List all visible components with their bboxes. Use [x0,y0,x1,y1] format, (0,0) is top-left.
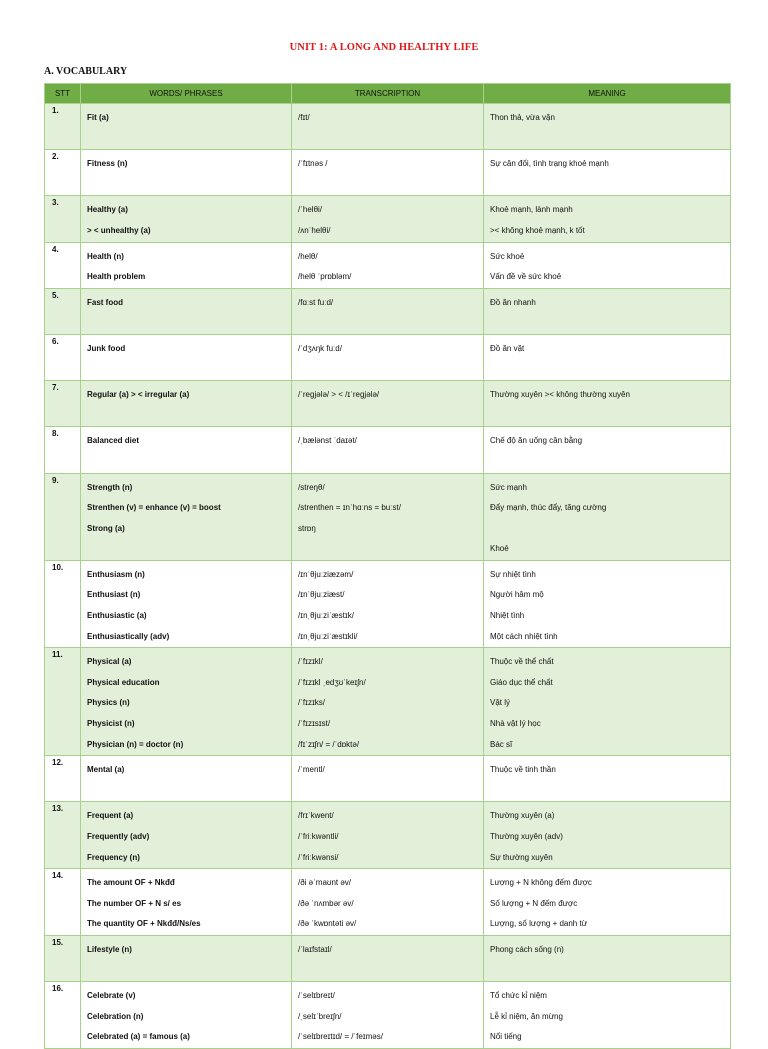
transcription-text: /ði əˈmaʊnt əv/ [298,878,352,888]
meaning-text: Người hâm mộ [490,590,544,600]
transcription-cell [292,288,484,334]
word-text: Celebrated (a) = famous (a) [87,1032,190,1042]
meaning-text: Sự nhiệt tình [490,569,536,579]
meaning-text: Khoẻ [490,544,509,554]
transcription-text: /ˈlaɪfstaɪl/ [298,944,332,954]
meaning-text: Khoẻ mạnh, lành mạnh [490,205,573,215]
word-cell [81,427,292,473]
transcription-cell [292,756,484,802]
transcription-cell [292,242,484,288]
word-text: Fitness (n) [87,159,128,169]
row-number: 8. [45,427,81,473]
meaning-text [490,781,730,802]
transcription-text: /ʌnˈhelθi/ [298,225,331,235]
table-row [45,982,731,1049]
word-text: Fit (a) [87,113,109,122]
table-row [45,648,731,756]
transcription-cell [292,381,484,427]
word-cell [81,802,292,869]
word-text: Enthusiast (n) [87,590,141,600]
meaning-text: >< không khoẻ mạnh, k tốt [490,225,585,235]
row-number: 9. [45,473,81,560]
transcription-text: /ˈselɪbreɪtɪd/ = /ˈfeɪməs/ [298,1032,383,1042]
transcription-text: /ˈmentl/ [298,765,325,775]
word-cell [81,756,292,802]
meaning-cell [484,473,731,560]
word-text: Strength (n) [87,482,133,492]
transcription-text: /ˈdʒʌŋk fuːd/ [298,343,342,353]
word-text: Physics (n) [87,698,130,708]
transcription-text: strɒŋ [298,523,316,533]
meaning-cell [484,150,731,196]
row-number: 16. [45,982,81,1049]
transcription-text: /ðə ˈkwɒntəti əv/ [298,919,357,929]
meaning-text [490,519,730,540]
word-text: Celebrate (v) [87,991,136,1001]
word-text [87,175,291,196]
table-row [45,381,731,427]
row-number: 13. [45,802,81,869]
meaning-text: Đồ ăn vặt [490,343,525,353]
section-heading: A. VOCABULARY [44,66,128,77]
transcription-text: /ˈfɪzɪsɪst/ [298,719,331,729]
table-body [45,104,731,1049]
word-cell [81,381,292,427]
word-text: Healthy (a) [87,205,128,215]
table-row [45,334,731,380]
meaning-cell [484,196,731,242]
transcription-text: /ˈfriːkwəntli/ [298,832,339,841]
meaning-cell [484,648,731,756]
transcription-text: /ˈselɪbreɪt/ [298,991,335,1001]
meaning-text: Thuộc về tinh thần [490,765,556,775]
row-number: 12. [45,756,81,802]
word-cell [81,473,292,560]
word-text: The number OF + N s/ es [87,898,182,908]
word-text: The amount OF + Nkđđ [87,878,175,888]
transcription-text [298,961,483,982]
word-text: Frequently (adv) [87,832,150,841]
meaning-cell [484,381,731,427]
meaning-text: Tổ chức kỉ niệm [490,991,547,1001]
transcription-cell [292,334,484,380]
transcription-text: /strenthen = ɪnˈhɑːns = buːst/ [298,503,401,513]
transcription-text: /fɪˈzɪʃn/ = /ˈdɒktə/ [298,739,360,749]
meaning-text: Nhà vật lý học [490,719,541,729]
header-meaning: MEANING [484,84,731,104]
meaning-cell [484,288,731,334]
word-text [87,406,291,427]
word-text [87,961,291,982]
transcription-text: /frɪˈkwent/ [298,811,334,821]
table-row [45,802,731,869]
word-text: Enthusiastic (a) [87,611,147,621]
word-text: The quantity OF + Nkđđ/Ns/es [87,919,201,929]
row-number: 5. [45,288,81,334]
row-number: 7. [45,381,81,427]
table-row [45,869,731,936]
meaning-cell [484,756,731,802]
meaning-text: Lễ kỉ niệm, ăn mừng [490,1011,563,1021]
transcription-text [298,313,483,334]
transcription-cell [292,982,484,1049]
meaning-cell [484,869,731,936]
meaning-text: Đẩy mạnh, thúc đẩy, tăng cường [490,503,607,513]
table-row [45,427,731,473]
meaning-cell [484,560,731,647]
meaning-text: Sức mạnh [490,482,527,492]
transcription-text [298,406,483,427]
meaning-cell [484,104,731,150]
vocabulary-table [44,83,731,1049]
meaning-text [490,360,730,381]
table-row [45,242,731,288]
word-text: Strenthen (v) = enhance (v) = boost [87,503,221,513]
word-text: Enthusiasm (n) [87,569,145,579]
transcription-cell [292,427,484,473]
meaning-text [490,961,730,982]
transcription-text [298,781,483,802]
row-number: 15. [45,935,81,981]
word-cell [81,242,292,288]
transcription-text: /ˌselɪˈbreɪʃn/ [298,1011,342,1021]
meaning-cell [484,334,731,380]
row-number: 11. [45,648,81,756]
transcription-text [298,452,483,473]
meaning-text: Thuộc về thể chất [490,657,554,667]
transcription-cell [292,935,484,981]
table-row [45,104,731,150]
transcription-text: /helθ ˈprɒbləm/ [298,272,352,282]
meaning-cell [484,982,731,1049]
meaning-cell [484,802,731,869]
table-row [45,935,731,981]
transcription-cell [292,648,484,756]
word-text: Health problem [87,272,146,282]
table-row [45,196,731,242]
word-text: Physical (a) [87,657,132,667]
transcription-cell [292,473,484,560]
transcription-text: /ˈfriːkwənsi/ [298,852,339,862]
meaning-text: Vật lý [490,698,511,708]
meaning-text: Lượng, số lượng + danh từ [490,919,588,929]
meaning-cell [484,935,731,981]
word-cell [81,150,292,196]
row-number: 6. [45,334,81,380]
meaning-text: Sức khoẻ [490,251,525,261]
meaning-text [490,175,730,196]
meaning-text [490,313,730,334]
transcription-text: /ˈfɪzɪkl/ [298,657,323,667]
meaning-text: Chế độ ăn uống cân bằng [490,436,583,446]
meaning-text: Thường xuyên >< không thường xuyên [490,390,630,400]
meaning-text: Sự thường xuyên [490,852,553,862]
word-text [87,452,291,473]
transcription-cell [292,869,484,936]
table-row [45,150,731,196]
word-text: Physical education [87,677,160,687]
transcription-text [298,360,483,381]
transcription-text: /fɪt/ [298,113,310,122]
meaning-text: Nổi tiếng [490,1032,522,1042]
word-text: Health (n) [87,251,124,261]
transcription-cell [292,150,484,196]
transcription-text: /ˈfɪtnəs / [298,159,328,169]
word-cell [81,560,292,647]
header-words-phrases: WORDS/ PHRASES [81,84,292,104]
transcription-text: /ˈhelθi/ [298,205,323,215]
meaning-text: Số lượng + N đếm được [490,898,578,908]
transcription-text: /ɪnˌθjuːziˈæstɪkli/ [298,631,358,641]
word-cell [81,288,292,334]
transcription-text: /ɪnˈθjuːziæzəm/ [298,569,354,579]
word-cell [81,196,292,242]
word-text: Physicist (n) [87,719,135,729]
word-text: Physician (n) = doctor (n) [87,739,184,749]
word-text: Regular (a) > < irregular (a) [87,390,190,400]
meaning-text: Thường xuyên (a) [490,811,555,821]
meaning-text: Nhiệt tình [490,611,525,621]
word-text: Balanced diet [87,436,140,446]
word-text [87,129,291,150]
meaning-text: Đồ ăn nhanh [490,297,536,307]
row-number: 10. [45,560,81,647]
word-text: Mental (a) [87,765,125,775]
meaning-text: Sự cân đối, tình trạng khoẻ mạnh [490,159,609,169]
word-text: Frequent (a) [87,811,134,821]
transcription-cell [292,560,484,647]
row-number: 1. [45,104,81,150]
transcription-text: /fɑːst fuːd/ [298,297,334,307]
word-text [87,539,291,560]
word-cell [81,104,292,150]
transcription-text: /ɪnˈθjuːziæst/ [298,590,345,600]
meaning-text: Bác sĩ [490,739,513,749]
table-row [45,473,731,560]
transcription-text [298,129,483,150]
transcription-text: /ðə ˈnʌmbər əv/ [298,898,354,908]
row-number: 4. [45,242,81,288]
page-title: UNIT 1: A LONG AND HEALTHY LIFE [289,42,479,53]
meaning-text: Thường xuyên (adv) [490,832,563,841]
word-text [87,781,291,802]
transcription-cell [292,802,484,869]
word-cell [81,935,292,981]
meaning-text: Vấn đề về sức khoẻ [490,272,562,282]
transcription-text [298,175,483,196]
word-cell [81,982,292,1049]
meaning-text: Một cách nhiệt tình [490,631,558,641]
transcription-text: /ˈfɪzɪkl ˌedʒʊˈkeɪʃn/ [298,677,366,687]
meaning-text: Giáo dục thể chất [490,677,553,687]
word-text: Lifestyle (n) [87,944,132,954]
word-text: Strong (a) [87,523,125,533]
header-transcription: TRANSCRIPTION [292,84,484,104]
table-row [45,560,731,647]
word-text: Fast food [87,297,123,307]
meaning-cell [484,427,731,473]
word-text [87,360,291,381]
header-stt: STT [45,84,81,104]
meaning-text: Phong cách sống (n) [490,944,564,954]
meaning-text [490,452,730,473]
word-text [87,313,291,334]
word-cell [81,648,292,756]
table-header-row [45,84,731,104]
meaning-cell [484,242,731,288]
word-cell [81,334,292,380]
meaning-text: Thon thả, vừa vặn [490,113,555,122]
word-text: Enthusiastically (adv) [87,631,170,641]
word-text: Celebration (n) [87,1011,144,1021]
row-number: 3. [45,196,81,242]
word-text: Junk food [87,343,126,353]
transcription-cell [292,196,484,242]
row-number: 14. [45,869,81,936]
transcription-text: /ˈreɡjələ/ > < /ɪˈreɡjələ/ [298,390,380,400]
table-row [45,756,731,802]
meaning-text [490,129,730,150]
transcription-text [298,539,483,560]
table-row [45,288,731,334]
transcription-text: /ɪnˌθjuːziˈæstɪk/ [298,611,354,621]
transcription-text: /helθ/ [298,251,318,261]
word-text: > < unhealthy (a) [87,225,151,235]
meaning-text: Lượng + N không đếm được [490,878,592,888]
transcription-text: /ˌbælənst ˈdaɪət/ [298,436,357,446]
row-number: 2. [45,150,81,196]
transcription-text: /ˈfɪzɪks/ [298,698,326,708]
transcription-cell [292,104,484,150]
meaning-text [490,406,730,427]
word-cell [81,869,292,936]
transcription-text: /streŋθ/ [298,482,325,492]
word-text: Frequency (n) [87,852,140,862]
